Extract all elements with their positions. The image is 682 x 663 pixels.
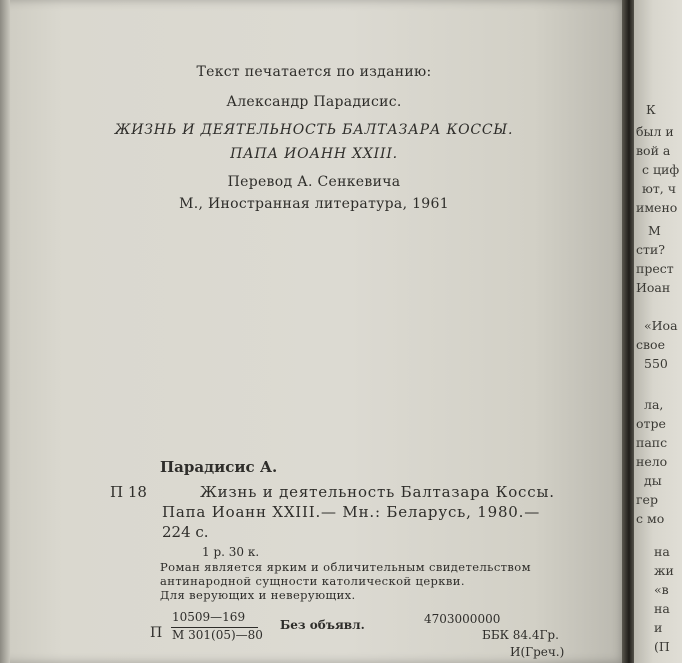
right-line: ла, [644,397,664,412]
right-line: прест [636,261,674,276]
right-line: отре [636,416,666,431]
biblio-greek: И(Греч.) [510,645,565,659]
biblio-pages: 224 с. [162,523,209,541]
right-line: жи [654,563,674,578]
right-line: «в [654,582,669,597]
imprint-title-line2: ПАПА ИОАНН XXIII. [230,146,398,162]
biblio-p-letter: П [150,625,163,641]
right-line: К [646,102,656,117]
right-line: папс [636,435,668,450]
right-line: нело [636,454,668,469]
right-line: и [654,620,663,635]
biblio-code: П 18 [110,483,147,501]
right-line: с мо [636,511,665,526]
imprint-title-line1: ЖИЗНЬ И ДЕЯТЕЛЬНОСТЬ БАЛТАЗАРА КОССЫ. [114,122,514,138]
imprint-author: Александр Парадисис. [226,94,402,110]
right-line: ют, ч [642,181,677,196]
biblio-annotation-3: Для верующих и неверующих. [160,588,356,602]
right-line: свое [636,337,665,352]
right-line: на [654,601,670,616]
biblio-bbk: ББК 84.4Гр. [482,628,559,642]
biblio-title-line2: Папа Иоанн XXIII.— Мн.: Беларусь, 1980.— [162,503,541,521]
biblio-title-line1: Жизнь и деятельность Балтазара Коссы. [200,483,555,501]
right-line: 550 [644,356,668,371]
right-line: ды [644,473,662,488]
right-line: Иоан [636,280,671,295]
right-line: с циф [642,162,680,177]
biblio-annotation-2: антинародной сущности католической церкви. [160,574,465,588]
biblio-denominator: М 301(05)—80 [172,628,263,642]
right-line: (П [654,639,670,654]
right-line: М [648,223,661,238]
imprint-publisher: М., Иностранная литература, 1961 [179,196,449,212]
right-line: имено [636,200,678,215]
biblio-numerator: 10509—169 [172,610,246,624]
right-line: на [654,544,670,559]
right-page [634,0,682,663]
right-line: вой а [636,143,671,158]
biblio-annotation-1: Роман является ярким и обличительным свидетельством [160,560,531,574]
right-line: «Иоа [644,318,678,333]
biblio-catalog-code: 4703000000 [424,612,501,626]
biblio-author: Парадисис А. [160,458,278,476]
right-line: сти? [636,242,665,257]
right-line: был и [636,124,674,139]
biblio-no-ad: Без объявл. [280,618,365,632]
imprint-translation: Перевод А. Сенкевича [227,174,401,190]
right-line: гер [636,492,658,507]
biblio-price: 1 р. 30 к. [202,545,260,559]
imprint-intro: Текст печатается по изданию: [196,64,432,80]
